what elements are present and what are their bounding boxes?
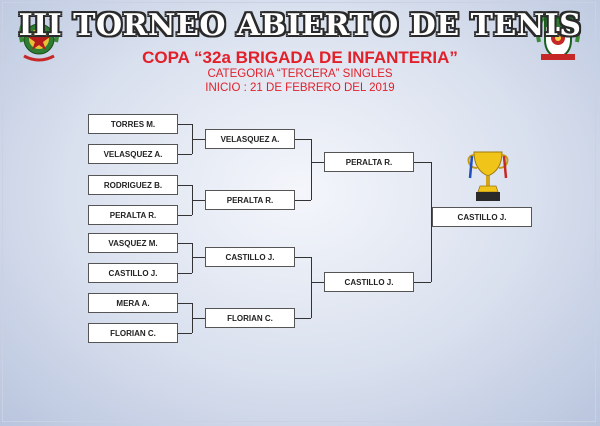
cup-subtitle: COPA “32a BRIGADA DE INFANTERIA” bbox=[142, 48, 458, 67]
tournament-title: III TORNEO ABIERTO DE TENIS bbox=[18, 8, 582, 43]
connector bbox=[311, 282, 324, 283]
champion-box: CASTILLO J. bbox=[432, 207, 532, 227]
connector bbox=[178, 124, 192, 125]
connector bbox=[414, 282, 431, 283]
connector bbox=[178, 243, 192, 244]
connector bbox=[295, 200, 311, 201]
connector bbox=[192, 200, 205, 201]
r1-player-8: FLORIAN C. bbox=[88, 323, 178, 343]
r2-player-2: PERALTA R. bbox=[205, 190, 295, 210]
r1-player-1: TORRES M. bbox=[88, 114, 178, 134]
connector bbox=[295, 257, 311, 258]
connector bbox=[178, 333, 192, 334]
r1-player-2: VELASQUEZ A. bbox=[88, 144, 178, 164]
connector bbox=[414, 162, 431, 163]
connector bbox=[178, 185, 192, 186]
connector bbox=[192, 257, 205, 258]
connector bbox=[295, 318, 311, 319]
r1-player-3: RODRIGUEZ B. bbox=[88, 175, 178, 195]
r3-player-2: CASTILLO J. bbox=[324, 272, 414, 292]
connector bbox=[178, 303, 192, 304]
connector bbox=[311, 257, 312, 318]
r1-player-5: VASQUEZ M. bbox=[88, 233, 178, 253]
r2-player-1: VELASQUEZ A. bbox=[205, 129, 295, 149]
connector bbox=[192, 139, 205, 140]
r2-player-4: FLORIAN C. bbox=[205, 308, 295, 328]
connector bbox=[311, 139, 312, 200]
r1-player-4: PERALTA R. bbox=[88, 205, 178, 225]
connector bbox=[192, 318, 205, 319]
category-label: CATEGORIA “TERCERA” SINGLES bbox=[207, 68, 393, 80]
trophy-icon bbox=[466, 148, 510, 204]
r2-player-3: CASTILLO J. bbox=[205, 247, 295, 267]
r3-player-1: PERALTA R. bbox=[324, 152, 414, 172]
connector bbox=[178, 215, 192, 216]
connector bbox=[192, 243, 193, 273]
connector bbox=[178, 273, 192, 274]
connector bbox=[178, 154, 192, 155]
connector bbox=[311, 162, 324, 163]
connector bbox=[295, 139, 311, 140]
start-date-label: INICIO : 21 DE FEBRERO DEL 2019 bbox=[205, 82, 395, 94]
r1-player-7: MERA A. bbox=[88, 293, 178, 313]
r1-player-6: CASTILLO J. bbox=[88, 263, 178, 283]
